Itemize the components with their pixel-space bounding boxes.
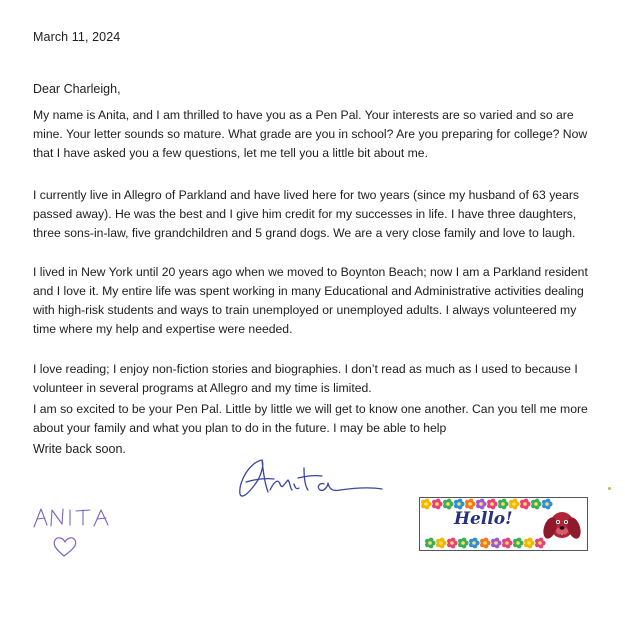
letter-paragraph-family: I currently live in Allegro of Parkland and have lived here for two years (since my husband of 63 years passed away). He was the best and I give him credit for my successes in life. I have three daughters, three sons-in-law, five grandchildren and 5 grand dogs. We are a very close family and love to laugh. xyxy=(33,188,580,240)
flower-decoration-11 xyxy=(542,499,553,510)
letter-closing: Write back soon. xyxy=(33,442,126,456)
flower-decoration-1 xyxy=(432,499,443,510)
flower-decoration-2 xyxy=(443,499,454,510)
letter-paragraph-excited: I am so excited to be your Pen Pal. Little by little we will get to know one another. Can you tell me more about your family and what you plan to do in the future. I may be able to help xyxy=(33,402,588,435)
handwritten-signature xyxy=(232,452,392,510)
flower-decoration-5 xyxy=(476,499,487,510)
letter-paragraph-intro: My name is Anita, and I am thrilled to have you as a Pen Pal. Your interests are so varied and so are mine. Your letter sounds so mature. What grade are you in school? Are you preparing for college? Now that I have asked you a few questions, let me tell you a little bit about me. xyxy=(33,108,588,160)
child-handwriting xyxy=(30,505,140,563)
flower-decoration-17 xyxy=(480,538,491,549)
stray-ink-dot xyxy=(608,487,611,490)
flower-decoration-15 xyxy=(458,538,469,549)
flower-decoration-19 xyxy=(502,538,513,549)
flower-decoration-0 xyxy=(421,499,432,510)
hello-sticker xyxy=(419,497,588,551)
letter-date: March 11, 2024 xyxy=(33,30,121,44)
sticker-hello-text: Hello! xyxy=(454,509,513,529)
letter-paragraph-career: I lived in New York until 20 years ago when we moved to Boynton Beach; now I am a Parkland resident and I love it. My entire life was spent working in many Educational and Administrative activities dealing with high-risk students and ways to train unemployed or unemployed adults. I always volunteered my time where my help and expertise were needed. xyxy=(33,265,588,336)
flower-decoration-4 xyxy=(465,499,476,510)
puppy-icon xyxy=(541,512,583,540)
flower-decoration-16 xyxy=(469,538,480,549)
flower-decoration-8 xyxy=(509,499,520,510)
flower-decoration-7 xyxy=(498,499,509,510)
flower-decoration-20 xyxy=(513,538,524,549)
flower-decoration-10 xyxy=(531,499,542,510)
flower-decoration-14 xyxy=(447,538,458,549)
letter-salutation: Dear Charleigh, xyxy=(33,82,121,96)
flower-decoration-22 xyxy=(535,538,546,549)
letter-paragraph-reading: I love reading; I enjoy non-fiction stories and biographies. I don’t read as much as I used to because I volunteer in several programs at Allegro and my time is limited. xyxy=(33,362,578,395)
flower-decoration-12 xyxy=(425,538,436,549)
flower-decoration-6 xyxy=(487,499,498,510)
flower-decoration-21 xyxy=(524,538,535,549)
heart-icon xyxy=(54,538,76,556)
flower-decoration-9 xyxy=(520,499,531,510)
flower-decoration-3 xyxy=(454,499,465,510)
flower-decoration-18 xyxy=(491,538,502,549)
flower-decoration-13 xyxy=(436,538,447,549)
